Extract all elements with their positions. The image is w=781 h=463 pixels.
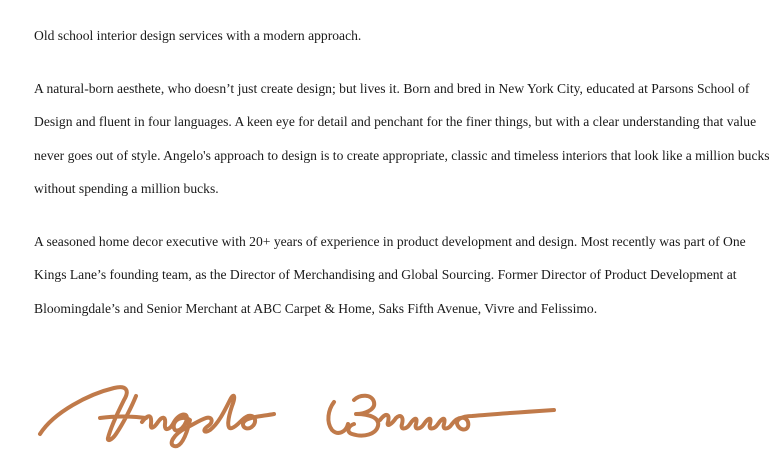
paragraph-spacer	[34, 206, 774, 225]
bio-paragraph-2: A seasoned home decor executive with 20+ years of experience in product development and design. Most recently was part of One Kings Lane’s founding team, as the Director of Merchandising and Global Sourcing. Former Director of Product Development at Bloomingdale’s and Senior Merchant at ABC Carpet & Home, Saks Fifth Avenue, Vivre and Felissimo.	[34, 233, 746, 316]
signature-stroke	[142, 396, 274, 447]
bio-text	[34, 19, 774, 325]
tagline: Old school interior design services with a modern approach.	[34, 28, 362, 43]
paragraph-spacer	[34, 53, 774, 72]
handwritten-signature	[34, 372, 564, 452]
signature-stroke	[328, 396, 378, 436]
signature-stroke	[380, 410, 554, 429]
signature-stroke	[40, 387, 146, 440]
signature-graphic	[34, 372, 564, 452]
bio-paragraph-1: A natural-born aesthete, who doesn’t just create design; but lives it. Born and bred in New York City, educated at Parsons School of Design and fluent in four languages. A keen eye for detail and penchant for the finer things, but with a clear understanding that value never goes out of style. Angelo's approach to design is to create appropriate, classic and timeless interiors that look like a million bucks without spending a million bucks.	[34, 80, 770, 196]
